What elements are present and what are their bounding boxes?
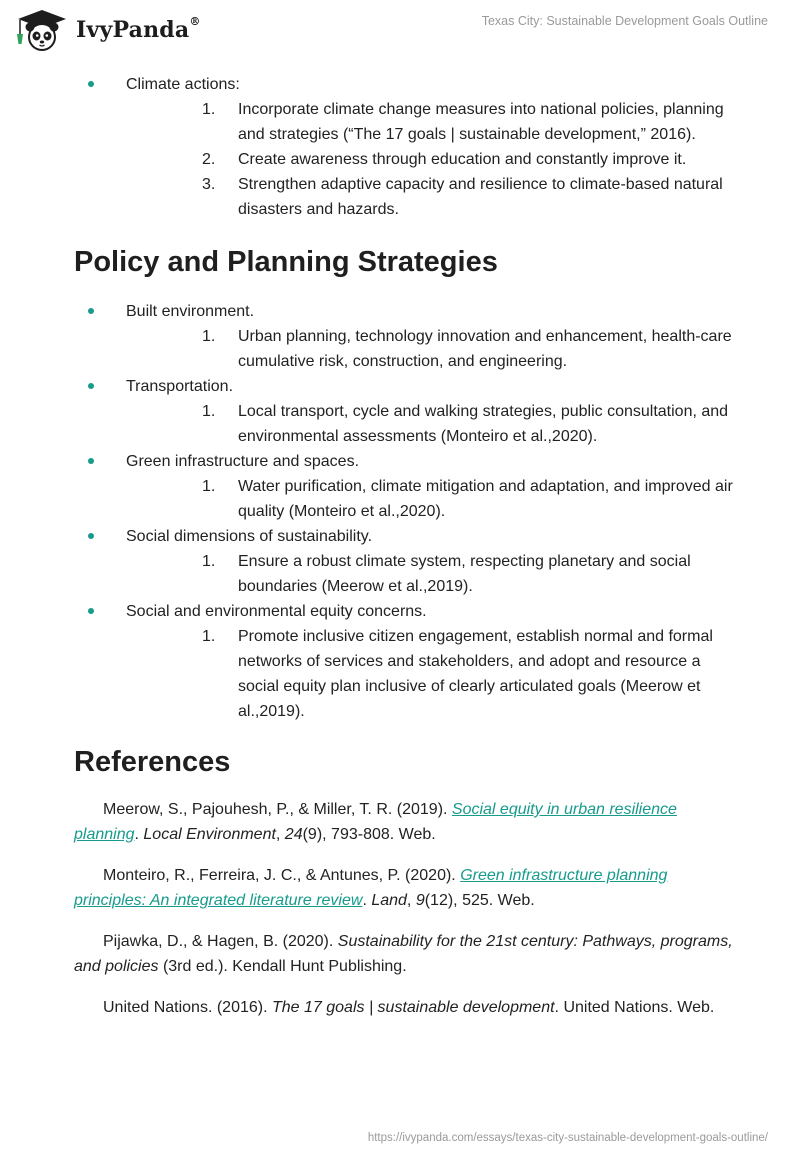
list-item: Green infrastructure and spaces. 1. Water purification, climate mitigation and adaptation, and improved air quality (Monteiro et al.,2020). xyxy=(74,449,734,524)
sub-list xyxy=(126,474,734,524)
page-header xyxy=(0,0,800,60)
list-item: Social and environmental equity concerns. 1. Promote inclusive citizen engagement, establish normal and formal networks of services and stakeholders, and adopt and resource a social equity plan inclusive of clearly articulated goals (Meerow et al.,2019). xyxy=(74,599,734,724)
section-heading-policy: Policy and Planning Strategies xyxy=(74,246,498,278)
document-title: Texas City: Sustainable Development Goals Outline xyxy=(481,14,768,28)
reference-entry: United Nations. (2016). The 17 goals | sustainable development. United Nations. Web. xyxy=(103,999,715,1016)
document-body xyxy=(74,72,734,1036)
reference-entry: Monteiro, R., Ferreira, J. C., & Antunes, P. (2020). Green infrastructure planning principles: An integrated literature review. Land, 9(12), 525. Web. xyxy=(74,867,668,909)
sub-list-item: 2. Create awareness through education and constantly improve it. xyxy=(202,151,687,168)
reference-entry: Meerow, S., Pajouhesh, P., & Miller, T. R. (2019). Social equity in urban resilience planning. Local Environment, 24(9), 793-808. Web. xyxy=(74,801,677,843)
bullet-icon xyxy=(88,608,94,614)
brand-name: IvyPanda® xyxy=(76,15,201,43)
sub-list-item: 1. Local transport, cycle and walking strategies, public consultation, and environmental assessments (Monteiro et al.,2020). xyxy=(202,403,729,445)
sub-list-item: 1. Water purification, climate mitigation and adaptation, and improved air quality (Monteiro et al.,2020). xyxy=(202,478,733,520)
panda-graduate-icon xyxy=(14,8,70,52)
footer-url[interactable]: https://ivypanda.com/essays/texas-city-sustainable-development-goals-outline/ xyxy=(367,1132,768,1144)
sub-list-item: 1. Promote inclusive citizen engagement, establish normal and formal networks of services and stakeholders, and adopt and resource a social equity plan inclusive of clearly articulated goals (Meerow et al.,2019). xyxy=(202,628,713,720)
sub-list xyxy=(126,324,734,374)
bullet-icon xyxy=(88,81,94,87)
bullet-icon xyxy=(88,308,94,314)
policy-list xyxy=(74,299,734,724)
brand-logo[interactable] xyxy=(14,8,201,52)
sub-list xyxy=(126,97,734,222)
sub-list-item: 3. Strengthen adaptive capacity and resilience to climate-based natural disasters and hazards. xyxy=(202,176,723,218)
sub-list xyxy=(126,624,734,724)
bullet-icon xyxy=(88,383,94,389)
reference-entry: Pijawka, D., & Hagen, B. (2020). Sustainability for the 21st century: Pathways, programs, and policies (3rd ed.). Kendall Hunt Publishing. xyxy=(74,933,733,975)
list-item: Climate actions: 1. Incorporate climate change measures into national policies, planning and strategies (“The 17 goals | sustainable development,” 2016). 2. Create awareness through education and constantly improve it. 3. Strengthen adaptive capacity and resilience to climate-based natural disasters and hazards. xyxy=(74,72,734,222)
sub-list-item: 1. Urban planning, technology innovation and enhancement, health-care cumulative risk, construction, and engineering. xyxy=(202,328,732,370)
sub-list-item: 1. Incorporate climate change measures into national policies, planning and strategies (“The 17 goals | sustainable development,” 2016). xyxy=(202,101,724,143)
bullet-icon xyxy=(88,533,94,539)
sub-list xyxy=(126,399,734,449)
reference-link[interactable]: Social equity in urban resilience planning xyxy=(74,801,677,843)
climate-list xyxy=(74,72,734,222)
reference-link[interactable]: Green infrastructure planning principles: An integrated literature review xyxy=(74,867,668,909)
section-heading-references: References xyxy=(74,746,231,778)
sub-list xyxy=(126,549,734,599)
list-item: Built environment. 1. Urban planning, technology innovation and enhancement, health-care cumulative risk, construction, and engineering. xyxy=(74,299,734,374)
sub-list-item: 1. Ensure a robust climate system, respecting planetary and social boundaries (Meerow et al.,2019). xyxy=(202,553,691,595)
list-item: Social dimensions of sustainability. 1. Ensure a robust climate system, respecting planetary and social boundaries (Meerow et al.,2019). xyxy=(74,524,734,599)
list-item: Transportation. 1. Local transport, cycle and walking strategies, public consultation, and environmental assessments (Monteiro et al.,2020). xyxy=(74,374,734,449)
bullet-icon xyxy=(88,458,94,464)
